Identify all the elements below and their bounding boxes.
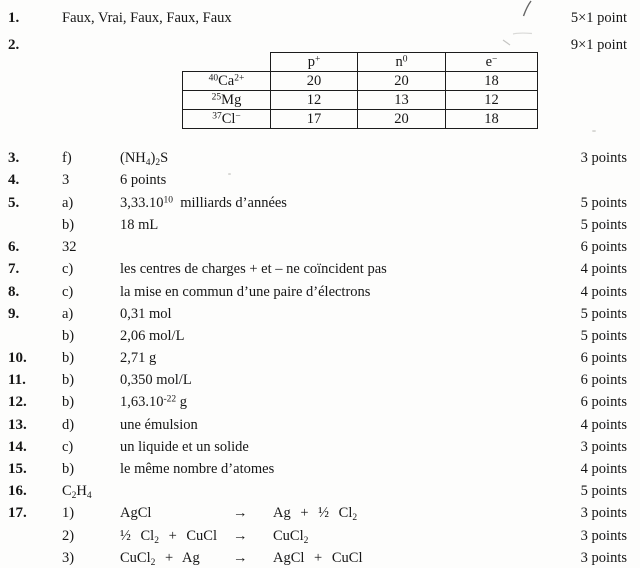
item-number: 4. (8, 172, 20, 188)
item-points: 3 points (580, 550, 627, 566)
isotope-table (182, 52, 538, 129)
table-row (183, 72, 538, 91)
item-points: 5 points (580, 483, 627, 499)
item-letter: d) (62, 417, 75, 433)
item-letter: b) (62, 350, 75, 366)
item-letter: b) (62, 394, 75, 410)
table-cell: 20 (358, 110, 446, 129)
answer-row (0, 526, 640, 546)
item-answer: un liquide et un solide (120, 439, 249, 455)
item-points: 6 points (580, 372, 627, 388)
item-letter: 2) (62, 528, 75, 544)
answer-row (0, 237, 640, 257)
answer-row (0, 392, 640, 412)
item-points: 4 points (580, 261, 627, 277)
answer-row (0, 304, 640, 324)
table-cell: 20 (358, 72, 446, 91)
item-points: 6 points (580, 239, 627, 255)
scan-speck (228, 173, 231, 175)
item-number: 12. (8, 394, 27, 410)
answer-row (0, 282, 640, 302)
item-letter: 3) (62, 550, 75, 566)
item-points: 9×1 point (570, 37, 627, 53)
reaction-equation (120, 503, 357, 523)
item-points: 4 points (580, 461, 627, 477)
item-letter: b) (62, 372, 75, 388)
item-number: 17. (8, 505, 27, 521)
item-letter: f) (62, 150, 72, 166)
answer-row (0, 170, 640, 190)
table-row (183, 91, 538, 110)
item-answer: 3,33.10$^{10}$ milliards d’années (120, 195, 287, 211)
item-answer: 18 mL (120, 217, 159, 233)
reaction-equation (120, 526, 308, 546)
item-points: 3 points (580, 150, 627, 166)
answer-row (0, 481, 640, 501)
item-number: 6. (8, 239, 20, 255)
isotope-label: $^{25}$Mg (183, 91, 271, 110)
item-answer: 0,31 mol (120, 306, 172, 322)
item-points: 4 points (580, 284, 627, 300)
item-letter: c) (62, 439, 74, 455)
item-letter: c) (62, 261, 74, 277)
answer-row (0, 326, 640, 346)
table-cell: 12 (446, 91, 538, 110)
item-number: 14. (8, 439, 27, 455)
isotope-label: $^{40}Ca^{2+}$ (183, 72, 271, 91)
item-points: 6 points (580, 350, 627, 366)
item-points: 4 points (580, 417, 627, 433)
answer-row (0, 193, 640, 213)
answer-row (0, 548, 640, 568)
item-number: 3. (8, 150, 20, 166)
item-letter: b) (62, 328, 75, 344)
item-number: 2. (8, 37, 20, 53)
item-letter: a) (62, 195, 74, 211)
answer-row (0, 148, 640, 168)
item-number: 8. (8, 284, 20, 300)
item-answer: 0,350 mol/L (120, 372, 192, 388)
table-header-row (183, 53, 538, 72)
reaction-reactants: ½ $Cl_2$ + CuCl (120, 528, 218, 546)
table-cell: 13 (358, 91, 446, 110)
item-number: 16. (8, 483, 27, 499)
table-cell: 12 (271, 91, 358, 110)
answer-row (0, 459, 640, 479)
item-points: 5 points (580, 306, 627, 322)
item-points: 5 points (580, 195, 627, 211)
answer-row (0, 503, 640, 523)
item-number: 1. (8, 10, 20, 26)
item-number: 15. (8, 461, 27, 477)
item-answer: les centres de charges + et – ne coïncident pas (120, 261, 387, 277)
table-cell: 20 (271, 72, 358, 91)
item-number: 9. (8, 306, 20, 322)
arrow-icon: → (233, 528, 248, 544)
reaction-reactants: CuCl$_2$ + Ag (120, 550, 200, 568)
table-cell: 18 (446, 110, 538, 129)
item-points: 6 points (580, 394, 627, 410)
item-number: 13. (8, 417, 27, 433)
item-letter: b) (62, 217, 75, 233)
item-points: 3 points (580, 439, 627, 455)
item-answer: 2,06 mol/L (120, 328, 185, 344)
item-answer: la mise en commun d’une paire d’électrons (120, 284, 371, 300)
table-row (183, 110, 538, 129)
item-letter: 1) (62, 505, 75, 521)
item-letter: 32 (62, 239, 77, 255)
column-header-protons: p+ (271, 53, 358, 72)
item-points: 3 points (580, 505, 627, 521)
reaction-products: CuCl$_2$ (273, 528, 309, 546)
scan-speck (592, 130, 596, 132)
item-answer: $1,63.10^{-22}$ g (120, 394, 188, 410)
item-number: 11. (8, 372, 26, 388)
reaction-products: AgCl + CuCl (273, 550, 363, 566)
answer-row (0, 370, 640, 390)
table-cell: 17 (271, 110, 358, 129)
reaction-equation (120, 548, 362, 568)
answer-row (0, 437, 640, 457)
answer-row (0, 8, 640, 28)
column-header-electrons: e− (446, 53, 538, 72)
item-points: 5 points (580, 328, 627, 344)
item-letter: b) (62, 461, 75, 477)
arrow-icon: → (233, 505, 248, 521)
answer-row (0, 348, 640, 368)
answer-row (0, 259, 640, 279)
table-corner-empty (183, 53, 271, 72)
reaction-products: Ag + ½ $Cl_2$ (273, 505, 358, 523)
item-answer: $C_2H_4$ (62, 483, 92, 501)
item-number: 7. (8, 261, 20, 277)
item-answer: Faux, Vrai, Faux, Faux, Faux (62, 10, 232, 26)
item-points: 5×1 point (570, 10, 627, 26)
item-number: 5. (8, 195, 20, 211)
column-header-neutrons: $n^0$ (358, 53, 446, 72)
answer-row (0, 215, 640, 235)
item-answer: 6 points (120, 172, 167, 188)
item-points: 5 points (580, 217, 627, 233)
item-letter: a) (62, 306, 74, 322)
item-points: 3 points (580, 528, 627, 544)
item-answer: une émulsion (120, 417, 198, 433)
arrow-icon: → (233, 550, 248, 566)
item-answer: 2,71 g (120, 350, 157, 366)
isotope-label: $^{37}$Cl− (183, 110, 271, 129)
reaction-reactants: AgCl (120, 505, 152, 521)
item-letter: c) (62, 284, 74, 300)
item-answer: $(NH_4)_2S$ (120, 150, 169, 168)
item-number: 10. (8, 350, 27, 366)
table-cell: 18 (446, 72, 538, 91)
item-letter: 3 (62, 172, 70, 188)
answer-row (0, 415, 640, 435)
item-answer: le même nombre d’atomes (120, 461, 275, 477)
